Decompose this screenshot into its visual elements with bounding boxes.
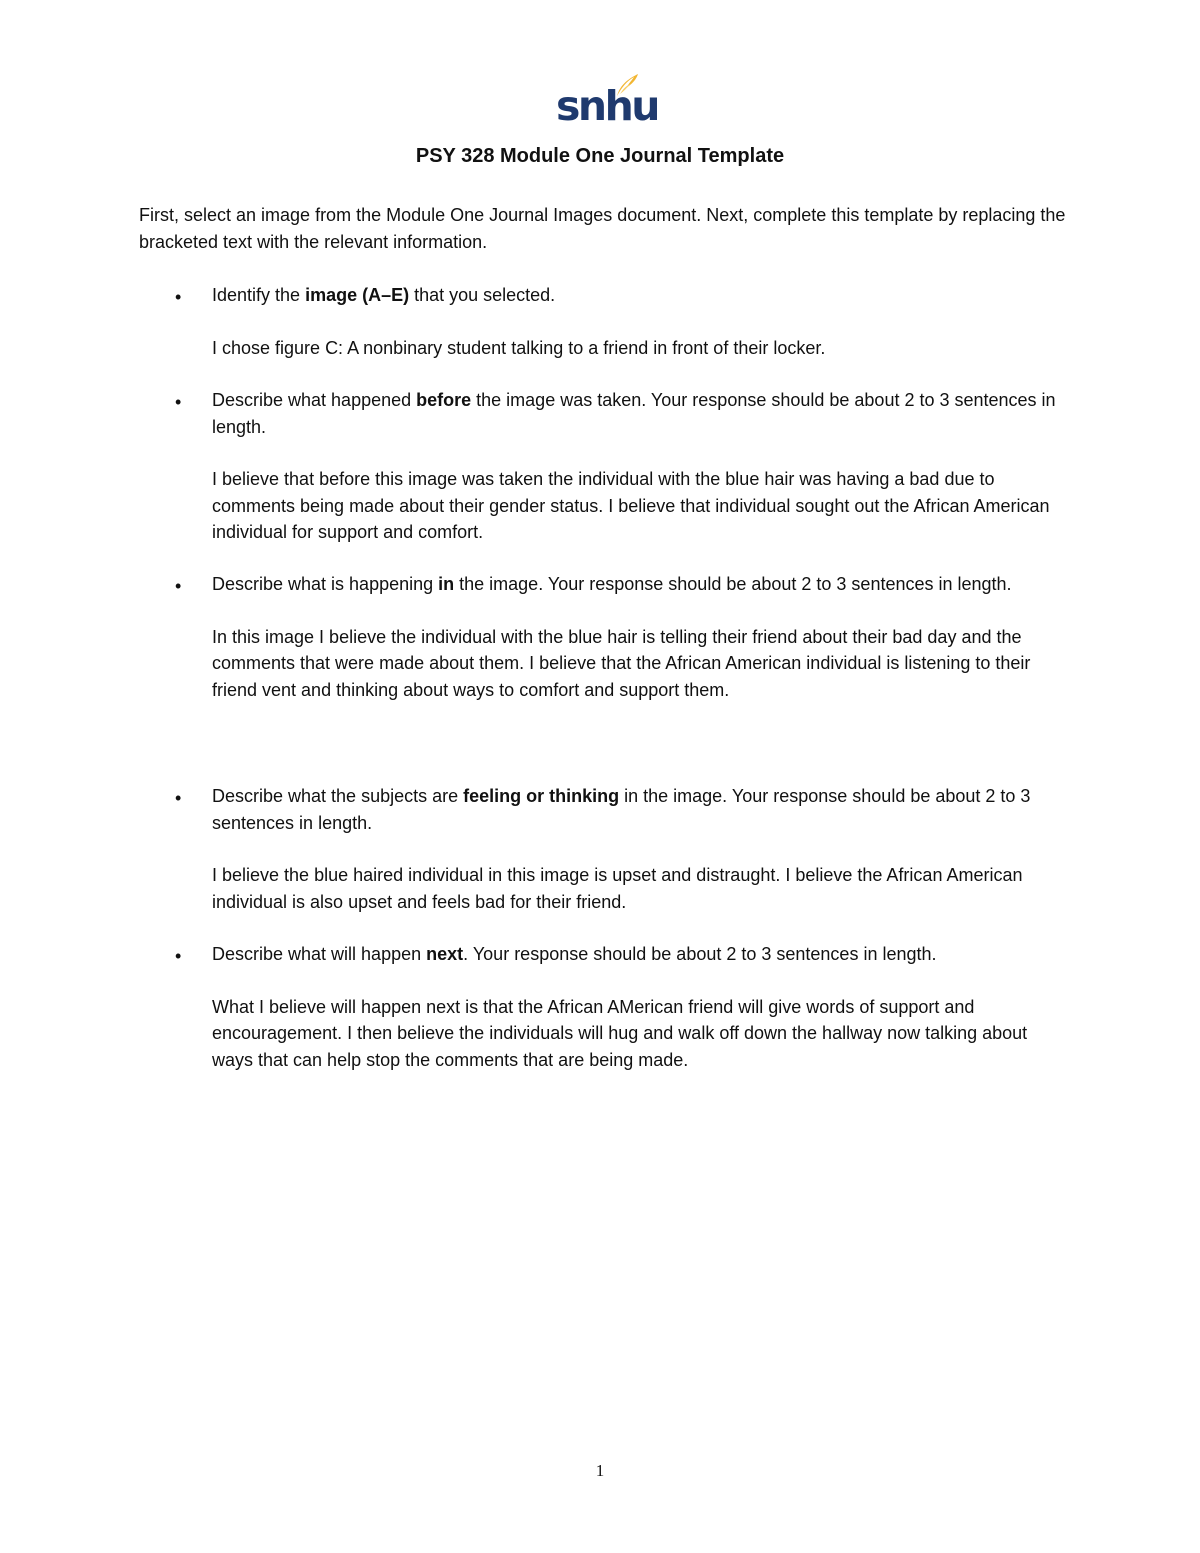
snhu-logo [556, 72, 658, 134]
logo-wordmark: snhu [556, 82, 658, 130]
bullet-icon: • [175, 392, 182, 412]
bullet-icon: • [175, 576, 182, 596]
journal-item [139, 941, 1069, 1073]
item-answer: What I believe will happen next is that the African AMerican friend will give words of support and encouragement. I then believe the individuals will hug and walk off down the hallway now talking about ways that can help stop the comments that are being made. [212, 996, 1028, 1070]
item-answer: I chose figure C: A nonbinary student talking to a friend in front of their locker. [212, 337, 826, 358]
item-prompt: Identify the image (A–E) that you selected. [212, 285, 556, 305]
journal-item [139, 387, 1069, 546]
item-prompt: Describe what the subjects are feeling or thinking in the image. Your response should be about 2 to 3 sentences in length. [212, 786, 1031, 833]
bullet-icon: • [175, 287, 182, 307]
journal-item [139, 282, 1069, 361]
item-prompt: Describe what will happen next. Your response should be about 2 to 3 sentences in length. [212, 944, 937, 964]
bullet-icon: • [175, 946, 182, 966]
document-title: PSY 328 Module One Journal Template [415, 145, 785, 167]
item-prompt: Describe what is happening in the image. Your response should be about 2 to 3 sentences in length. [212, 574, 1012, 594]
journal-item [139, 571, 1069, 703]
journal-item [139, 783, 1069, 915]
item-answer: In this image I believe the individual with the blue hair is telling their friend about their bad day and the comments that were made about them. I believe that the African American individual is listening to their friend vent and thinking about ways to comfort and support them. [212, 626, 1031, 700]
intro-paragraph: First, select an image from the Module One Journal Images document. Next, complete this template by replacing the bracketed text with the relevant information. [139, 205, 1066, 252]
item-prompt: Describe what happened before the image was taken. Your response should be about 2 to 3 sentences in length. [212, 390, 1056, 437]
page-number: 1 [595, 1461, 605, 1480]
item-answer: I believe that before this image was taken the individual with the blue hair was having a bad due to comments being made about their gender status. I believe that individual sought out the African American individual for support and comfort. [212, 469, 1050, 542]
bullet-icon: • [175, 788, 182, 808]
item-answer: I believe the blue haired individual in this image is upset and distraught. I believe the African American individual is also upset and feels bad for their friend. [212, 865, 1023, 912]
